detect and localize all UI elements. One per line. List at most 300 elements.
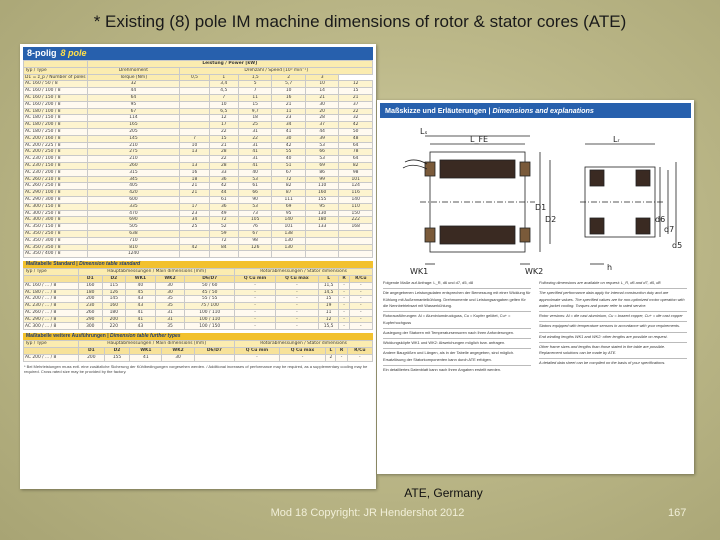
table-cell: 72	[209, 237, 238, 244]
speed-col-header: 1,5	[238, 74, 271, 81]
table-cell: 405	[87, 183, 180, 190]
pole-header	[23, 47, 373, 60]
label-wk1: WK1	[410, 267, 429, 276]
table-cell	[180, 101, 209, 108]
motor-type-cell: AC 200 / 225 / 8	[24, 142, 88, 149]
table-row	[24, 149, 373, 156]
motor-type-cell: AC 300 / 250 / 8	[24, 210, 88, 217]
motor-type-cell: AC 180 / 250 / 8	[24, 128, 88, 135]
table-cell	[272, 251, 305, 258]
standard-title-en: Dimension table standard	[79, 261, 141, 268]
speed-col-header: 1	[209, 74, 238, 81]
label-d2: D2	[545, 215, 557, 224]
table-cell: 12	[318, 316, 339, 323]
table-cell: 64	[339, 142, 373, 149]
motor-type-cell: AC 200 / ... / 8	[24, 296, 79, 303]
table-cell	[180, 237, 209, 244]
table-cell: 23	[180, 210, 209, 217]
table-cell: 130	[305, 210, 338, 217]
table-cell: -	[339, 309, 349, 316]
table-cell: 32	[87, 81, 180, 88]
table-cell: 6,5	[209, 108, 238, 115]
table-cell: 31	[155, 316, 185, 323]
table-row	[24, 101, 373, 108]
standard-table-header: Maßtabelle Standard | Dimension table standard	[23, 261, 373, 268]
motor-type-cell: AC 180 / 150 / 8	[24, 115, 88, 122]
table-cell: 40	[238, 169, 271, 176]
table-cell: 53	[238, 176, 271, 183]
table-cell: 30	[155, 289, 185, 296]
table-cell: 22	[209, 156, 238, 163]
table-cell: 200	[79, 354, 105, 361]
table-cell: 42	[180, 244, 209, 251]
table-cell: -	[276, 296, 319, 303]
explanation-paragraph: Andere Baugrößen und Längen, als in der Tabelle angegeben, sind möglich. Ersatzlösung der Statorkomponenten kann durch ATE erfolgen.	[383, 348, 531, 363]
table-cell: 86	[305, 169, 338, 176]
table-cell: 101	[272, 224, 305, 231]
table-cell: -	[276, 323, 319, 330]
dimension-col-header: D6/D7	[194, 348, 235, 355]
table-cell: -	[339, 289, 349, 296]
table-cell: 28	[209, 162, 238, 169]
table-cell: 37	[339, 101, 373, 108]
dimension-col-header: Q Cu max	[276, 275, 319, 282]
table-cell: 4,5	[209, 88, 238, 95]
table-cell	[209, 251, 238, 258]
motor-type-cell: AC 290 / 300 / 8	[24, 196, 88, 203]
table-cell: 59	[209, 230, 238, 237]
table-cell: 67	[272, 169, 305, 176]
table-cell	[180, 196, 209, 203]
table-cell: 130	[272, 244, 305, 251]
table-cell: 98	[238, 237, 271, 244]
further-title-de: Maßtabelle weitere Ausführungen	[26, 333, 106, 340]
dimension-table-panel	[20, 44, 376, 489]
table-row	[24, 289, 373, 296]
table-cell: 2	[326, 354, 336, 361]
type-label-standard: Typ / Type	[24, 269, 79, 276]
table-cell: 50	[339, 128, 373, 135]
table-cell: 168	[339, 224, 373, 231]
table-cell: 52	[209, 224, 238, 231]
table-row	[24, 122, 373, 129]
dimension-col-header: D6/D7	[185, 275, 235, 282]
table-cell: 36	[209, 203, 238, 210]
table-cell: 105	[238, 217, 271, 224]
motor-type-cell: AC 230 / ... / 8	[24, 303, 79, 310]
lead-wires-2	[403, 165, 427, 169]
table-cell: 11	[272, 108, 305, 115]
table-cell: 43	[126, 323, 156, 330]
table-cell: 99	[305, 176, 338, 183]
motor-type-cell: AC 160 / 100 / 8	[24, 88, 88, 95]
dimension-drawing	[385, 122, 685, 282]
table-cell: 55 / 55	[185, 296, 235, 303]
table-cell: 155	[305, 196, 338, 203]
table-cell: 12	[209, 115, 238, 122]
explanations-title-en: Dimensions and explanations	[492, 106, 594, 115]
motor-type-cell: AC 350 / 250 / 8	[24, 230, 88, 237]
table-cell	[305, 244, 338, 251]
table-cell: 210	[87, 156, 180, 163]
label-h: h	[607, 263, 613, 272]
speed-col-header: 2	[272, 74, 305, 81]
table-cell: -	[339, 282, 349, 289]
speed-col-header: 0,5	[180, 74, 209, 81]
page-number: 167	[668, 507, 687, 519]
table-cell: 7	[238, 88, 271, 95]
table-cell: 200	[79, 296, 103, 303]
table-cell	[180, 115, 209, 122]
table-cell: 275	[87, 149, 180, 156]
table-row	[24, 224, 373, 231]
table-cell: 34	[272, 122, 305, 129]
motor-type-cell: AC 160 / 50 / 8	[24, 81, 88, 88]
table-cell: 19	[318, 303, 339, 310]
dimension-col-header: D2	[102, 275, 126, 282]
dimension-col-header: WK1	[126, 275, 156, 282]
motor-type-cell: AC 300 / 300 / 8	[24, 217, 88, 224]
dimension-col-header: Q Cu min	[235, 275, 276, 282]
table-cell: 36	[209, 176, 238, 183]
table-row	[24, 203, 373, 210]
motor-type-cell: AC 350 / 150 / 8	[24, 224, 88, 231]
table-row	[24, 296, 373, 303]
table-cell: 165	[87, 122, 180, 129]
table-row	[24, 176, 373, 183]
table-cell: 32	[339, 115, 373, 122]
explanation-paragraph: Die angegebenen Leistungsdaten entsprechen der Bemessung mit einer Wicklung für Kühlung mit Außenmantelkühlung. Drehmomente und Leistungsangaben gelten für die Nennbetriebsart mit Wasserkühlung.	[383, 290, 531, 309]
explanation-paragraph: Wicklungsköpfe WK1 und WK2: Abweichungen möglich bzw. anfragen.	[383, 338, 531, 347]
motor-type-cell: AC 180 / 200 / 8	[24, 122, 88, 129]
table-cell: 48	[339, 135, 373, 142]
motor-type-cell: AC 290 / 100 / 8	[24, 190, 88, 197]
table-cell: 15	[209, 135, 238, 142]
table-cell: 53	[305, 156, 338, 163]
table-row	[24, 210, 373, 217]
table-cell: 12	[339, 81, 373, 88]
table-cell: 42	[209, 183, 238, 190]
standard-dimension-table	[23, 268, 373, 330]
table-cell: 25	[180, 224, 209, 231]
explanation-paragraph: Stators equipped with temperature sensors in accordance with your requirements.	[539, 321, 687, 330]
table-cell: 21	[180, 190, 209, 197]
table-cell: -	[336, 354, 347, 361]
further-title-en: Dimension table further types	[110, 333, 181, 340]
rotor-stator-label: Rotorabmessungen / Stator dimensions	[235, 269, 373, 276]
table-cell: 15	[339, 88, 373, 95]
table-cell: 230	[79, 303, 103, 310]
table-cell: -	[339, 303, 349, 310]
table-cell: 420	[87, 190, 180, 197]
table-cell: 1240	[87, 251, 180, 258]
table-cell: -	[339, 296, 349, 303]
table-cell: -	[276, 316, 319, 323]
motor-type-cell: AC 290 / ... / 8	[24, 316, 79, 323]
table-row	[24, 88, 373, 95]
standard-title-de: Maßtabelle Standard	[26, 261, 75, 268]
end-winding-top-right	[520, 162, 530, 176]
table-cell: 49	[209, 210, 238, 217]
table-cell: 50 / 60	[185, 282, 235, 289]
table-row	[24, 94, 373, 101]
table-cell: 115	[102, 282, 126, 289]
table-cell: 42	[339, 122, 373, 129]
rotor-stator-label-further: Rotorabmessungen / Stator dimensions	[235, 341, 373, 348]
table-cell: 61	[209, 196, 238, 203]
table-cell: 160	[79, 282, 103, 289]
table-cell	[180, 122, 209, 129]
table-cell: 18	[238, 115, 271, 122]
table-cell: 44	[305, 128, 338, 135]
table-cell: 69	[272, 203, 305, 210]
table-cell: -	[349, 323, 372, 330]
rotor-ring-top-left	[590, 170, 604, 186]
table-cell: 76	[238, 224, 271, 231]
table-cell: 100 / 110	[185, 309, 235, 316]
motor-type-cell: AC 180 / 100 / 8	[24, 108, 88, 115]
table-cell: -	[349, 282, 372, 289]
motor-type-cell: AC 230 / 200 / 8	[24, 169, 88, 176]
table-cell: -	[276, 303, 319, 310]
table-cell: -	[276, 289, 319, 296]
table-row	[24, 81, 373, 88]
table-cell: -	[349, 289, 372, 296]
table-row	[24, 217, 373, 224]
rotor-ring-top-right	[636, 170, 650, 186]
stator-winding-top	[440, 160, 515, 178]
explanations-title-de: Maßskizze und Erläuterungen	[385, 106, 487, 115]
table-row	[24, 183, 373, 190]
table-cell: 150	[339, 210, 373, 217]
table-cell: 124	[339, 183, 373, 190]
table-cell: 87	[272, 190, 305, 197]
pole-note: D1 = z_p / Number of poles	[25, 74, 86, 80]
label-lr: Lᵣ	[613, 135, 620, 144]
table-cell: 55	[272, 149, 305, 156]
table-cell: 116	[339, 190, 373, 197]
motor-type-cell: AC 350 / 350 / 8	[24, 244, 88, 251]
table-row	[24, 135, 373, 142]
table-row	[24, 115, 373, 122]
table-cell: 110	[305, 183, 338, 190]
explanation-paragraph: Rotor versions: Al = die cast aluminium, Cu = brazed copper, Cu+ = die cast copper	[539, 311, 687, 320]
table-cell: 5	[238, 81, 271, 88]
table-cell: 11	[238, 94, 271, 101]
table-cell: 95	[87, 101, 180, 108]
stator-winding-bottom	[440, 226, 515, 244]
table-cell: 10	[209, 101, 238, 108]
table-row	[24, 128, 373, 135]
label-d5: d5	[672, 241, 683, 250]
table-cell: 33	[209, 169, 238, 176]
table-cell	[339, 251, 373, 258]
table-cell: -	[349, 309, 372, 316]
table-row	[24, 303, 373, 310]
pole-header-en: 8 pole	[60, 48, 87, 58]
table-cell: 42	[272, 142, 305, 149]
table-cell: 133	[305, 224, 338, 231]
table-row	[24, 282, 373, 289]
table-cell: 40	[272, 156, 305, 163]
dimension-col-header: D1	[79, 275, 103, 282]
table-cell: 82	[272, 183, 305, 190]
table-row	[24, 190, 373, 197]
table-cell: 45	[126, 289, 156, 296]
table-cell: 43	[126, 303, 156, 310]
pole-header-de: 8-polig	[27, 48, 57, 58]
table-cell: -	[235, 282, 276, 289]
table-cell: 45 / 50	[185, 289, 235, 296]
table-cell: 82	[339, 162, 373, 169]
dimension-col-header: R	[336, 348, 347, 355]
blank-cell	[24, 348, 79, 355]
table-cell	[194, 354, 235, 361]
table-cell: 21	[339, 94, 373, 101]
table-cell: 315	[87, 169, 180, 176]
table-cell: 22	[339, 108, 373, 115]
speed-col-header: 3	[305, 74, 338, 81]
table-cell: 220	[102, 323, 126, 330]
table-cell: 7	[180, 135, 209, 142]
table-cell: 638	[87, 230, 180, 237]
table-cell: 41	[272, 128, 305, 135]
table-cell: 145	[102, 296, 126, 303]
table-cell: 40	[126, 282, 156, 289]
table-cell: 100 / 110	[185, 316, 235, 323]
table-cell: 15,5	[318, 323, 339, 330]
table-cell: 64	[339, 156, 373, 163]
table-cell: 22	[209, 128, 238, 135]
table-cell: 180	[305, 217, 338, 224]
table-cell: -	[279, 354, 326, 361]
table-cell: -	[235, 323, 276, 330]
table-cell: 260	[87, 162, 180, 169]
table-cell: 505	[87, 224, 180, 231]
table-cell	[339, 244, 373, 251]
dimension-col-header: WK1	[130, 348, 162, 355]
table-row	[24, 237, 373, 244]
label-wk2: WK2	[525, 267, 544, 276]
power-header: Leistung / Power [kW]	[87, 61, 372, 68]
dimension-col-headers	[24, 275, 373, 282]
explanations-header: Maßskizze und Erläuterungen | Dimensions and explanations	[380, 103, 691, 118]
table-cell: 25	[238, 122, 271, 129]
dimension-col-header: D1	[79, 348, 105, 355]
explanation-paragraph: Following dimensions are available on request: L_R, d6 and d7, d5, d8	[539, 280, 661, 285]
table-row	[24, 316, 373, 323]
table-cell: 41	[238, 162, 271, 169]
motor-type-cell: AC 350 / 300 / 8	[24, 237, 88, 244]
table-cell: 10	[272, 88, 305, 95]
table-cell: 30	[272, 135, 305, 142]
table-cell: 145	[87, 135, 180, 142]
further-table-header: Maßtabelle weitere Ausführungen | Dimension table further types	[23, 333, 373, 340]
table-cell: 260	[79, 309, 103, 316]
rotor-ring-bottom-right	[636, 218, 650, 234]
table-cell: 130	[272, 237, 305, 244]
table-cell: 13	[180, 162, 209, 169]
motor-type-cell: AC 300 / ... / 8	[24, 323, 79, 330]
type-label: Typ / Type	[24, 67, 88, 74]
table-cell: -	[235, 289, 276, 296]
lead-wires	[405, 160, 427, 164]
table-cell: 34	[180, 217, 209, 224]
dimension-col-header: R/Cu	[349, 275, 372, 282]
table-cell: -	[347, 354, 372, 361]
moment-unit: Torque [Nm]	[87, 74, 180, 81]
table-cell: -	[235, 309, 276, 316]
table-cell: 14,5	[318, 289, 339, 296]
table-cell: 31	[238, 156, 271, 163]
table-cell: 75 / 100	[185, 303, 235, 310]
table-row	[24, 142, 373, 149]
table-row	[24, 309, 373, 316]
rotor-ring-bottom-left	[590, 218, 604, 234]
motor-type-cell: AC 300 / 150 / 8	[24, 203, 88, 210]
dimension-col-header: D2	[104, 348, 130, 355]
table-cell: 35	[155, 303, 185, 310]
table-cell: 111	[272, 196, 305, 203]
dimension-col-header: Q Cu min	[235, 348, 280, 355]
table-row	[24, 244, 373, 251]
type-label-further: Typ / Type	[24, 341, 79, 348]
table-cell: -	[235, 354, 280, 361]
image-caption: ATE, Germany	[404, 486, 483, 500]
table-cell: 95	[305, 203, 338, 210]
dimension-col-header: R/Cu	[347, 348, 372, 355]
table-cell: 30	[305, 101, 338, 108]
table-cell	[180, 251, 209, 258]
table-cell: 51	[272, 162, 305, 169]
table-cell: 53	[238, 203, 271, 210]
explanations-panel	[377, 100, 694, 474]
table-row	[24, 156, 373, 163]
table-cell: 7	[209, 94, 238, 101]
main-dims-label: Hauptabmessungen / Main dimensions [mm]	[79, 269, 235, 276]
dimension-col-header: L	[318, 275, 339, 282]
table-cell	[180, 128, 209, 135]
table-cell: -	[235, 296, 276, 303]
table-cell: 138	[272, 230, 305, 237]
table-cell: 690	[87, 217, 180, 224]
slide-title: * Existing (8) pole IM machine dimensions of rotor & stator cores (ATE)	[93, 12, 627, 31]
table-cell	[305, 251, 338, 258]
table-cell: 470	[87, 210, 180, 217]
motor-type-cell: AC 160 / 200 / 8	[24, 101, 88, 108]
table-cell: 21	[305, 94, 338, 101]
table-cell	[238, 251, 271, 258]
table-cell: 5,7	[272, 81, 305, 88]
table-cell: -	[339, 323, 349, 330]
table-cell: 17	[180, 203, 209, 210]
table-cell: 17	[209, 122, 238, 129]
dimension-col-header: R	[339, 275, 349, 282]
motor-type-cell: AC 260 / 250 / 8	[24, 183, 88, 190]
motor-type-cell: AC 230 / 150 / 8	[24, 162, 88, 169]
table-cell: 100 / 150	[185, 323, 235, 330]
table-cell: 35	[155, 296, 185, 303]
table-cell: 78	[339, 149, 373, 156]
label-ls: Lₛ	[420, 127, 428, 136]
copyright-footer: Mod 18 Copyright: JR Hendershot 2012	[270, 507, 465, 519]
table-cell: 160	[305, 190, 338, 197]
motor-type-cell: AC 260 / ... / 8	[24, 309, 79, 316]
table-cell: 41	[130, 354, 162, 361]
table-cell: 810	[87, 244, 180, 251]
explanation-paragraph: The specified performance data apply for internal construction duty and are approximate values. The specified values are for non-optimized motor operation with water-jacket cooling. Torques and power refer to rated service.	[539, 288, 687, 310]
table-cell: 210	[87, 142, 180, 149]
